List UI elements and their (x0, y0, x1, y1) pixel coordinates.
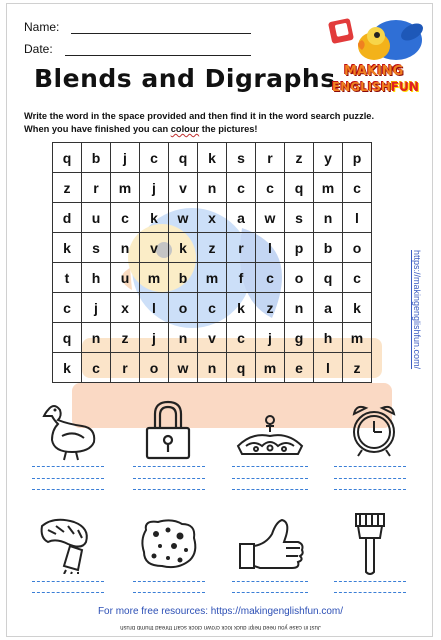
grid-row (53, 143, 372, 173)
scarf-picture (34, 514, 100, 574)
grid-cell[interactable]: l (314, 353, 343, 383)
instructions-line-2 (24, 123, 424, 136)
grid-cell[interactable]: a (314, 293, 343, 323)
grid-cell[interactable]: w (256, 203, 285, 233)
grid-cell[interactable]: r (227, 233, 256, 263)
grid-row (53, 263, 372, 293)
brush-picture (350, 510, 390, 576)
grid-cell[interactable]: m (198, 263, 227, 293)
lock-picture (142, 398, 194, 462)
grid-cell[interactable]: r (256, 143, 285, 173)
grid-cell[interactable]: z (343, 353, 372, 383)
grid-cell[interactable]: q (169, 143, 198, 173)
grid-row (53, 353, 372, 383)
logo-word-making: MAKING (344, 64, 404, 79)
grid-row (53, 293, 372, 323)
grid-cell[interactable]: l (256, 233, 285, 263)
grid-cell[interactable]: z (111, 323, 140, 353)
grid-cell[interactable]: x (111, 293, 140, 323)
grid-cell[interactable]: c (111, 203, 140, 233)
grid-cell[interactable]: s (227, 143, 256, 173)
answer-line-8b[interactable] (334, 592, 406, 593)
grid-cell[interactable]: m (140, 263, 169, 293)
word-search-grid (52, 142, 372, 383)
instructions-line-2c: the pictures! (199, 124, 258, 134)
grid-cell[interactable]: q (227, 353, 256, 383)
thumb-picture (234, 514, 308, 574)
grid-cell[interactable]: w (169, 203, 198, 233)
grid-cell[interactable]: n (111, 233, 140, 263)
grid-cell[interactable]: n (314, 203, 343, 233)
answer-line-3c[interactable] (232, 489, 308, 490)
grid-cell[interactable]: p (343, 143, 372, 173)
answer-line-4c[interactable] (334, 489, 406, 490)
grid-cell[interactable]: q (285, 173, 314, 203)
making-english-fun-logo (326, 14, 432, 102)
answer-line-4b[interactable] (334, 478, 406, 479)
grid-cell[interactable]: k (53, 353, 82, 383)
name-line[interactable] (71, 22, 251, 34)
grid-row (53, 323, 372, 353)
grid-cell[interactable]: k (169, 233, 198, 263)
grid-cell[interactable]: m (256, 353, 285, 383)
grid-cell[interactable]: d (53, 203, 82, 233)
grid-cell[interactable]: a (227, 203, 256, 233)
grid-cell[interactable]: j (140, 323, 169, 353)
grid-row (53, 233, 372, 263)
grid-cell[interactable]: n (198, 353, 227, 383)
grid-cell[interactable]: l (140, 293, 169, 323)
grid-cell[interactable]: v (140, 233, 169, 263)
grid-cell[interactable]: k (53, 233, 82, 263)
grid-cell[interactable]: v (198, 323, 227, 353)
grid-cell[interactable]: b (169, 263, 198, 293)
grid-cell[interactable]: y (314, 143, 343, 173)
answer-line-3b[interactable] (232, 478, 308, 479)
answer-line-3a[interactable] (232, 466, 308, 467)
instructions-line-2b: colour (170, 124, 200, 134)
grid-cell[interactable]: s (82, 233, 111, 263)
answer-line-2b[interactable] (133, 478, 205, 479)
grid-cell[interactable]: u (111, 263, 140, 293)
crown-picture (232, 410, 308, 458)
date-line[interactable] (65, 44, 251, 56)
answer-line-7a[interactable] (232, 581, 308, 582)
grid-cell[interactable]: c (82, 353, 111, 383)
grid-cell[interactable]: s (285, 203, 314, 233)
grid-cell[interactable]: q (53, 323, 82, 353)
grid-cell[interactable]: l (343, 203, 372, 233)
grid-cell[interactable]: n (285, 293, 314, 323)
grid-cell[interactable]: c (198, 293, 227, 323)
grid-cell[interactable]: o (169, 293, 198, 323)
answer-line-5b[interactable] (32, 592, 104, 593)
grid-cell[interactable]: x (198, 203, 227, 233)
grid-cell[interactable]: k (198, 143, 227, 173)
grid-cell[interactable]: t (53, 263, 82, 293)
grid-cell[interactable]: u (82, 203, 111, 233)
grid-cell[interactable]: j (256, 323, 285, 353)
grid-cell[interactable]: q (53, 143, 82, 173)
answer-line-1c[interactable] (32, 489, 104, 490)
grid-cell[interactable]: k (343, 293, 372, 323)
logo-word-fun: FUN (390, 80, 419, 94)
grid-cell[interactable]: o (140, 353, 169, 383)
grid-cell[interactable]: m (343, 323, 372, 353)
grid-cell[interactable]: p (285, 233, 314, 263)
instructions-line-2a: When you have finished you can (24, 124, 171, 134)
grid-cell[interactable]: b (314, 233, 343, 263)
answer-line-4a[interactable] (334, 466, 406, 467)
grid-cell[interactable]: n (198, 173, 227, 203)
answer-line-2c[interactable] (133, 489, 205, 490)
answer-line-6b[interactable] (133, 592, 205, 593)
grid-cell[interactable]: c (227, 323, 256, 353)
grid-cell[interactable]: j (82, 293, 111, 323)
clock-picture (346, 400, 402, 460)
answer-line-6a[interactable] (133, 581, 205, 582)
grid-row (53, 173, 372, 203)
grid-cell[interactable]: m (314, 173, 343, 203)
grid-cell[interactable]: q (314, 263, 343, 293)
grid-cell[interactable]: n (169, 323, 198, 353)
grid-row (53, 203, 372, 233)
grid-cell[interactable]: r (82, 173, 111, 203)
grid-cell[interactable]: e (285, 353, 314, 383)
grid-cell[interactable]: c (53, 293, 82, 323)
grid-cell[interactable]: c (256, 263, 285, 293)
upside-down-answer-hint: Just in case you need help! duck lock crown clock scarf thread thumb brush (120, 624, 321, 630)
grid-cell[interactable]: g (285, 323, 314, 353)
grid-cell[interactable]: f (227, 263, 256, 293)
grid-cell[interactable]: w (169, 353, 198, 383)
page-title: Blends and Digraphs (34, 64, 336, 93)
answer-line-7b[interactable] (232, 592, 308, 593)
grid-cell[interactable]: b (82, 143, 111, 173)
grid-cell[interactable]: h (82, 263, 111, 293)
grid-cell[interactable]: z (53, 173, 82, 203)
grid-cell[interactable]: j (111, 143, 140, 173)
grid-cell[interactable]: j (140, 173, 169, 203)
grid-cell[interactable]: c (343, 173, 372, 203)
grid-cell[interactable]: m (111, 173, 140, 203)
grid-cell[interactable]: k (227, 293, 256, 323)
grid-cell[interactable]: z (198, 233, 227, 263)
grid-cell[interactable]: c (227, 173, 256, 203)
footer-resources-link[interactable]: For more free resources: https://makingenglishfun.com/ (97, 606, 344, 617)
answer-line-1b[interactable] (32, 478, 104, 479)
logo-word-english: ENGLISH (332, 80, 391, 94)
duck-picture (38, 398, 102, 462)
grid-cell[interactable]: z (285, 143, 314, 173)
answer-line-8a[interactable] (334, 581, 406, 582)
logo-word-english-fun (332, 80, 419, 94)
grid-cell[interactable]: o (285, 263, 314, 293)
sponge-picture (138, 516, 200, 572)
grid-cell[interactable]: c (140, 143, 169, 173)
grid-cell[interactable]: n (82, 323, 111, 353)
grid-cell[interactable]: c (256, 173, 285, 203)
grid-cell[interactable]: r (111, 353, 140, 383)
instructions (24, 110, 424, 136)
grid-cell[interactable]: o (343, 233, 372, 263)
answer-line-1a[interactable] (32, 466, 104, 467)
grid-cell[interactable]: h (314, 323, 343, 353)
date-field (24, 42, 251, 56)
grid-cell[interactable]: v (169, 173, 198, 203)
name-field (24, 20, 251, 34)
grid-cell[interactable]: z (256, 293, 285, 323)
answer-line-2a[interactable] (133, 466, 205, 467)
date-label: Date: (24, 42, 53, 56)
grid-cell[interactable]: k (140, 203, 169, 233)
grid-cell[interactable]: c (343, 263, 372, 293)
answer-line-5a[interactable] (32, 581, 104, 582)
name-label: Name: (24, 20, 60, 34)
side-url-link[interactable]: https://makingenglishfun.com/ (412, 250, 422, 370)
instructions-line-1: Write the word in the space provided and then find it in the word search puzzle. (24, 111, 375, 121)
